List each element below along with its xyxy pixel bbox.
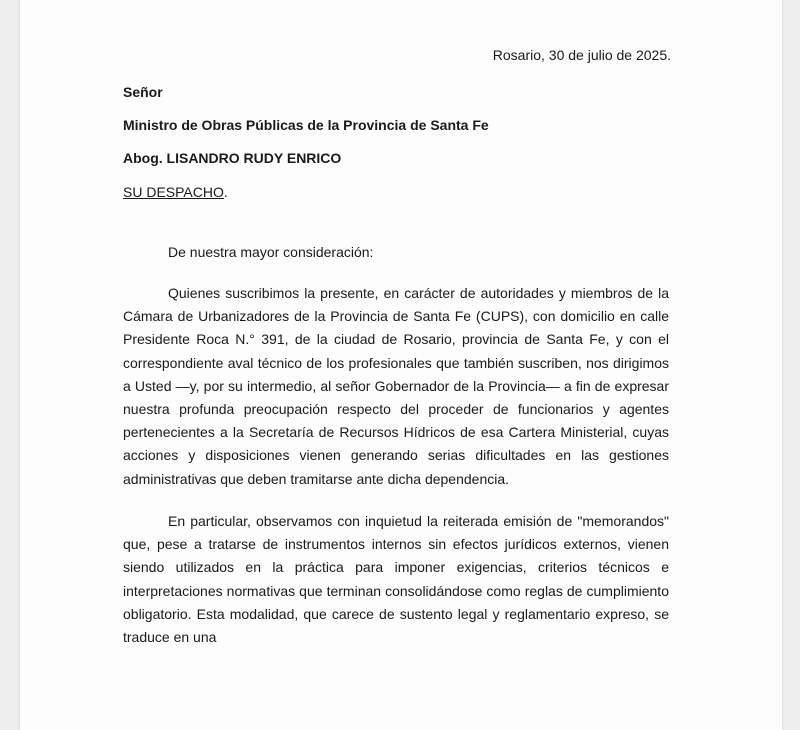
recipient-office-suffix: . (223, 184, 228, 200)
recipient-title: Señor (123, 84, 163, 100)
recipient-office-line (123, 184, 228, 200)
recipient-name: Abog. LISANDRO RUDY ENRICO (123, 150, 342, 166)
recipient-office: SU DESPACHO (123, 184, 224, 200)
recipient-position: Ministro de Obras Públicas de la Provincia de Santa Fe (123, 117, 489, 133)
letter-date: Rosario, 30 de julio de 2025. (492, 47, 671, 63)
body-paragraph-1: Quienes suscribimos la presente, en carácter de autoridades y miembros de la Cámara de Urbanizadores de la Provincia de Santa Fe (CUPS), con domicilio en calle Presidente Roca N.° 391, de la ciudad de Rosario, provincia de Santa Fe, y con el correspondiente aval técnico de los profesionales que también suscriben, nos dirigimos a Usted —y, por su intermedio, al señor Gobernador de la Provincia— a fin de expresar nuestra profunda preocupación respecto del proceder de funcionarios y agentes pertenecientes a la Secretaría de Recursos Hídricos de esa Cartera Ministerial, cuyas acciones y disposiciones vienen generando serias dificultades en las gestiones administrativas que deben tramitarse ante dicha dependencia. (123, 285, 669, 487)
body-paragraph-2: En particular, observamos con inquietud la reiterada emisión de "memorandos" que, pese a tratarse de instrumentos internos sin efectos jurídicos externos, vienen siendo utilizados en la práctica para imponer exigencias, criterios técnicos e interpretaciones normativas que terminan consolidándose como reglas de cumplimiento obligatorio. Esta modalidad, que carece de sustento legal y reglamentario expreso, se traduce en una (123, 513, 669, 646)
salutation: De nuestra mayor consideración: (168, 244, 374, 260)
letter-page (20, 0, 782, 730)
